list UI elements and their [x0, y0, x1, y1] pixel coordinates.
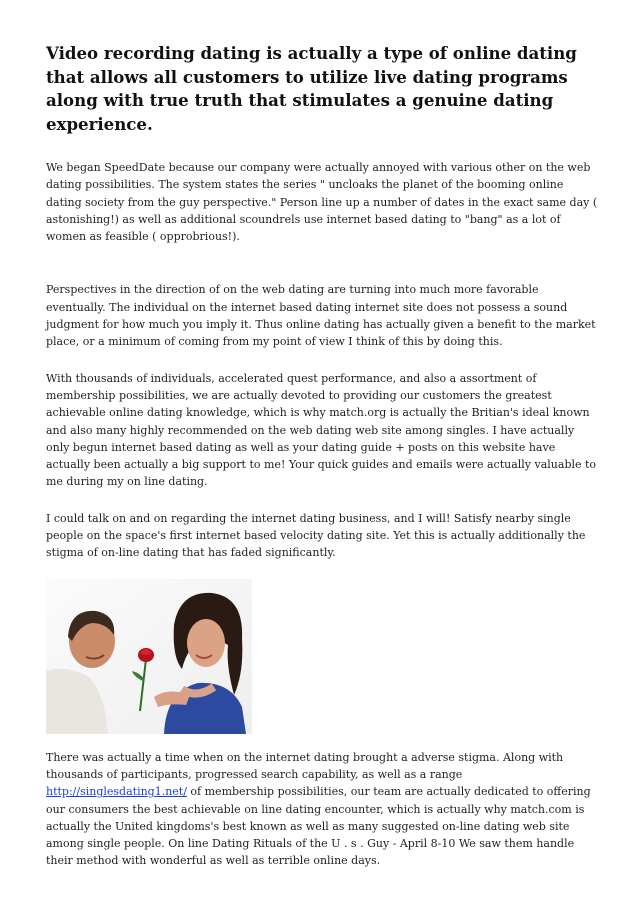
paragraph-3: With thousands of individuals, accelerated quest performance, and also a assortment of membership possibilities, we are actually devoted to providing our customers the greatest achievable online dating knowledge, which is why match.org is actually the Britian's ideal known and also many highly recommended on the web dating web site among singles. I have actually only begun internet based dating as well as your dating guide + posts on this website have actually been actually a big support to me! Your quick guides and emails were actually valuable to me during my on line dating.	[46, 371, 597, 489]
paragraph-5-text-after-link: of membership possibilities, our team are actually dedicated to offering our consumers the best achievable on line dating encounter, which is actually why match.com is actually the United kingdoms's best known as well as many suggested on-line dating web site among single people. On line Dating Rituals of the U . s . Guy - April 8-10 We saw them handle their method with wonderful as well as terrible online days.	[46, 785, 591, 868]
paragraph-5-text-before-link: There was actually a time when on the internet dating brought a adverse stigma. Along with thousands of participants, progressed search capability, as well as a range	[46, 750, 564, 781]
paragraph-5	[46, 749, 598, 870]
couple-with-rose-photo	[46, 579, 252, 734]
singles-dating-link[interactable]: http://singlesdating1.net/	[46, 785, 187, 799]
paragraph-2: Perspectives in the direction of on the web dating are turning into much more favorable eventually. The individual on the internet based dating internet site does not possess a sound judgment for how much you imply it. Thus online dating has actually given a benefit to the market place, or a minimum of coming from my point of view I think of this by doing this.	[46, 283, 596, 349]
article-title: Video recording dating is actually a type of online dating that allows all customers to utilize live dating programs along with true truth that stimulates a genuine dating experience.	[46, 43, 577, 134]
document-page	[46, 42, 598, 870]
paragraph-1: We began SpeedDate because our company were actually annoyed with various other on the web dating possibilities. The system states the series " uncloaks the planet of the booming online dating society from the guy perspective." Person line up a number of dates in the exact same day ( astonishing!) as well as additional scoundrels use internet based dating to "bang" as a lot of women as feasible ( opprobrious!).	[46, 161, 598, 244]
paragraph-4: I could talk on and on regarding the internet dating business, and I will! Satisfy nearby single people on the space's first internet based velocity dating site. Yet this is actually additionally the stigma of on-line dating that has faded significantly.	[46, 511, 586, 560]
